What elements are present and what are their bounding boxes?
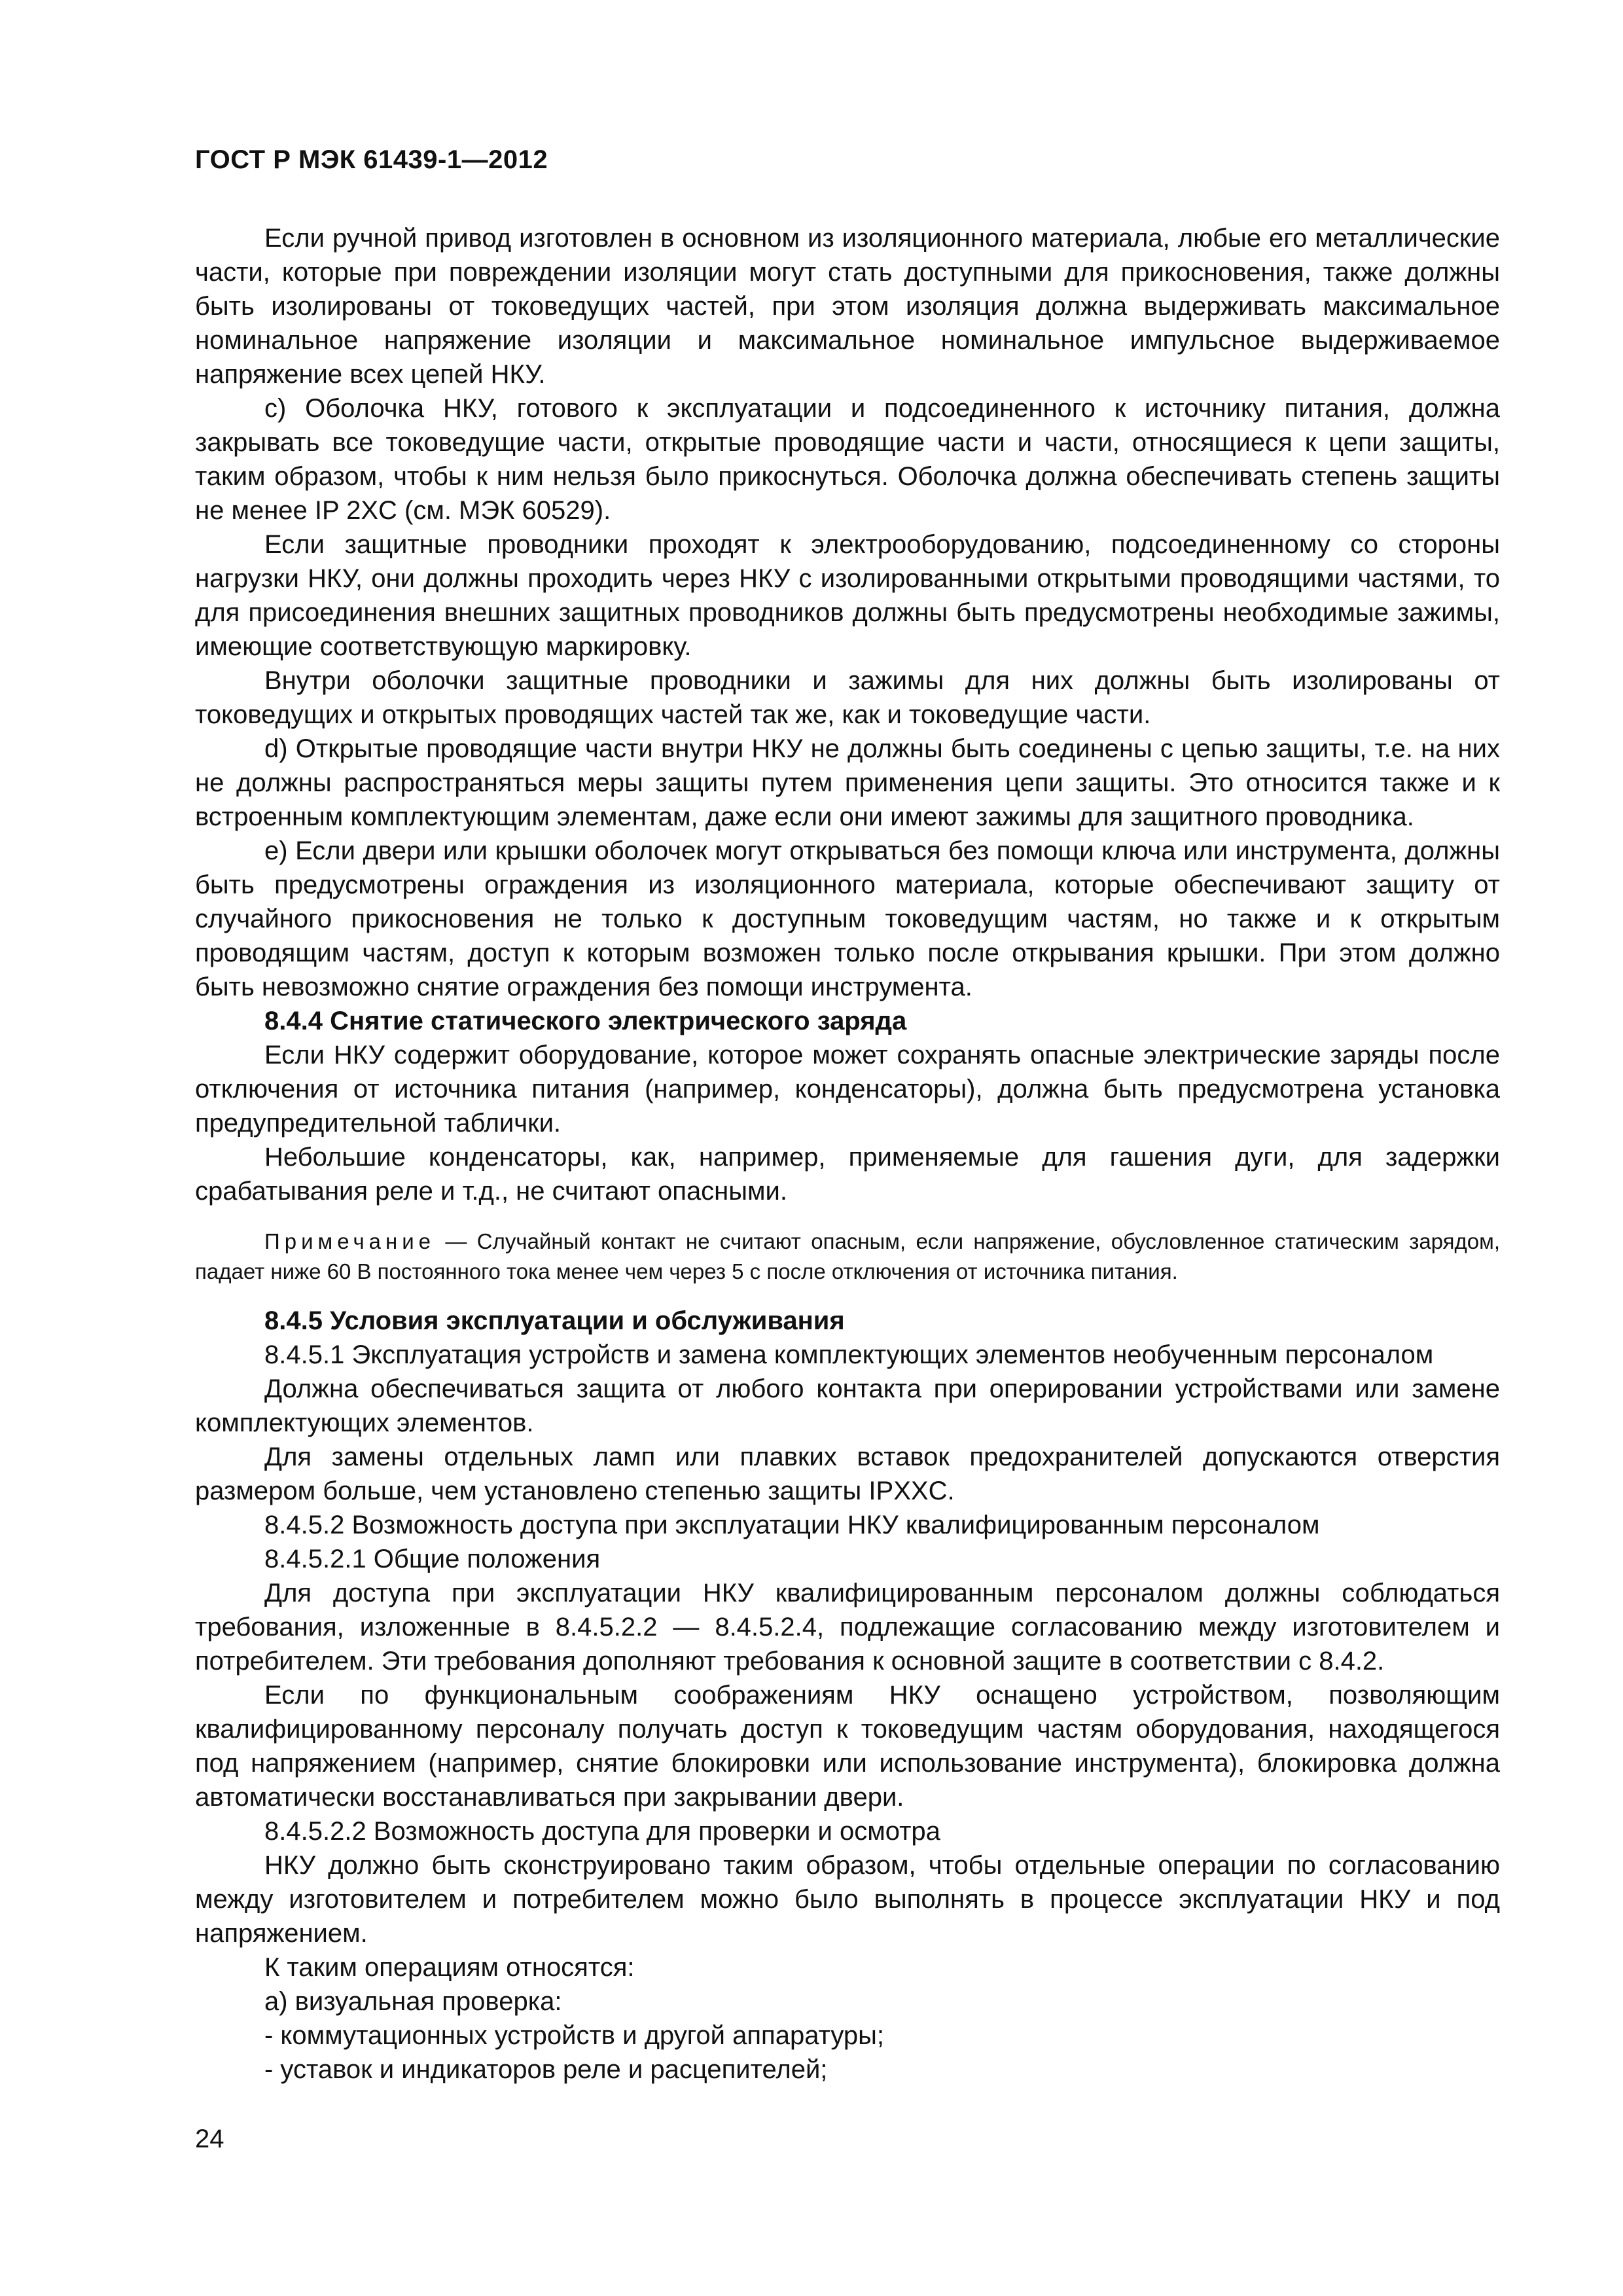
body-paragraph: Внутри оболочки защитные проводники и зажимы для них должны быть изолированы от токоведущих и открытых проводящих частей так же, как и токоведущие части. bbox=[195, 666, 1500, 729]
body-paragraph: Если по функциональным соображениям НКУ оснащено устройством, позволяющим квалифицированному персоналу получать доступ к токоведущим частям оборудования, находящегося под напряжением (например, снятие блокировки или использование инструмента), блокировка должна автоматически восстанавливаться при закрывании двери. bbox=[195, 1681, 1500, 1812]
note-text: — Случайный контакт не считают опасным, если напряжение, обусловленное статическим зарядом, падает ниже 60 В постоянного тока менее чем через 5 с после отключения от источника питания. bbox=[195, 1229, 1500, 1283]
note-block bbox=[195, 1227, 1500, 1287]
section-heading-8-4-5: 8.4.5 Условия эксплуатации и обслуживания bbox=[264, 1306, 845, 1335]
document-body bbox=[195, 221, 1500, 2087]
body-paragraph: Если защитные проводники проходят к электрооборудованию, подсоединенному со стороны нагрузки НКУ, они должны проходить через НКУ с изолированными открытыми проводящими частями, то для присоединения внешних защитных проводников должны быть предусмотрены необходимые зажимы, имеющие соответствующую маркировку. bbox=[195, 530, 1500, 661]
subsection-heading: 8.4.5.2.2 Возможность доступа для проверки и осмотра bbox=[264, 1817, 940, 1846]
subsection-heading: 8.4.5.2.1 Общие положения bbox=[264, 1545, 601, 1573]
body-paragraph: Для доступа при эксплуатации НКУ квалифицированным персоналом должны соблюдаться требования, изложенные в 8.4.5.2.2 — 8.4.5.2.4, подлежащие согласованию между изготовителем и потребителем. Эти требования дополняют требования к основной защите в соответствии с 8.4.2. bbox=[195, 1579, 1500, 1676]
document-header: ГОСТ Р МЭК 61439-1—2012 bbox=[195, 145, 548, 174]
body-paragraph: Должна обеспечиваться защита от любого контакта при оперировании устройствами или замене комплектующих элементов. bbox=[195, 1374, 1500, 1437]
body-paragraph: НКУ должно быть сконструировано таким образом, чтобы отдельные операции по согласованию между изготовителем и потребителем можно было выполнять в процессе эксплуатации НКУ и под напряжением. bbox=[195, 1851, 1500, 1948]
body-paragraph: с) Оболочка НКУ, готового к эксплуатации и подсоединенного к источнику питания, должна закрывать все токоведущие части, открытые проводящие части и части, относящиеся к цепи защиты, таким образом, чтобы к ним нельзя было прикоснуться. Оболочка должна обеспечивать степень защиты не менее IP 2XC (см. МЭК 60529). bbox=[195, 394, 1500, 525]
body-paragraph: d) Открытые проводящие части внутри НКУ не должны быть соединены с цепью защиты, т.е. на них не должны распространяться меры защиты путем применения цепи защиты. Это относится также и к встроенным комплектующим элементам, даже если они имеют зажимы для защитного проводника. bbox=[195, 734, 1500, 831]
body-paragraph: Если НКУ содержит оборудование, которое может сохранять опасные электрические заряды после отключения от источника питания (например, конденсаторы), должна быть предусмотрена установка предупредительной таблички. bbox=[195, 1041, 1500, 1138]
body-paragraph: Небольшие конденсаторы, как, например, применяемые для гашения дуги, для задержки срабатывания реле и т.д., не считают опасными. bbox=[195, 1143, 1500, 1206]
subsection-heading: 8.4.5.1 Эксплуатация устройств и замена комплектующих элементов необученным персоналом bbox=[264, 1340, 1434, 1369]
page-number: 24 bbox=[195, 2125, 224, 2153]
body-paragraph: Если ручной привод изготовлен в основном из изоляционного материала, любые его металлические части, которые при повреждении изоляции могут стать доступными для прикосновения, также должны быть изолированы от токоведущих частей, при этом изоляция должна выдерживать максимальное номинальное напряжение изоляции и максимальное номинальное импульсное выдерживаемое напряжение всех цепей НКУ. bbox=[195, 224, 1500, 389]
list-item: a) визуальная проверка: bbox=[264, 1987, 562, 2016]
list-item: - уставок и индикаторов реле и расцепителей; bbox=[264, 2055, 828, 2084]
list-item: - коммутационных устройств и другой аппаратуры; bbox=[264, 2021, 884, 2050]
section-heading-8-4-4: 8.4.4 Снятие статического электрического заряда bbox=[264, 1007, 907, 1035]
body-paragraph: e) Если двери или крышки оболочек могут открываться без помощи ключа или инструмента, должны быть предусмотрены ограждения из изоляционного материала, которые обеспечивают защиту от случайного прикосновения не только к доступным токоведущим частям, но также и к открытым проводящим частям, доступ к которым возможен только после открывания крышки. При этом должно быть невозможно снятие ограждения без помощи инструмента. bbox=[195, 836, 1500, 1001]
note-label: Примечание bbox=[264, 1229, 436, 1253]
subsection-heading: 8.4.5.2 Возможность доступа при эксплуатации НКУ квалифицированным персоналом bbox=[264, 1511, 1320, 1539]
body-paragraph: К таким операциям относятся: bbox=[264, 1953, 635, 1982]
body-paragraph: Для замены отдельных ламп или плавких вставок предохранителей допускаются отверстия размером больше, чем установлено степенью защиты IPXXC. bbox=[195, 1443, 1500, 1505]
